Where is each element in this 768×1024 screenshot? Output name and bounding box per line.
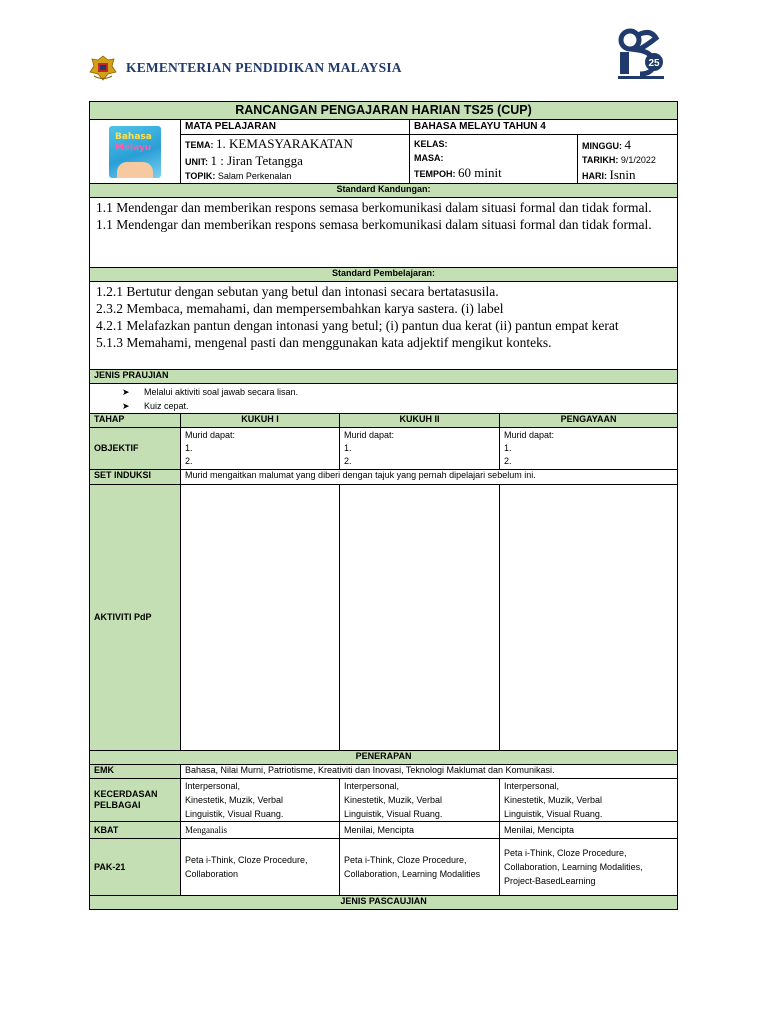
aktiviti-pengayaan — [500, 485, 678, 751]
topik-value: Salam Perkenalan — [217, 170, 292, 181]
kbat-label: KBAT — [90, 822, 181, 839]
kbat-pengayaan: Menilai, Mencipta — [500, 822, 678, 839]
set-induksi-label: SET INDUKSI — [90, 470, 181, 485]
arrow-bullet-icon: ➤ — [122, 401, 130, 411]
praujian-item: ➤ Kuiz cepat. — [122, 401, 189, 411]
objektif-kukuh-1: Murid dapat: 1. 2. — [181, 428, 340, 470]
jenis-praujian-header: JENIS PRAUJIAN — [90, 370, 678, 384]
objektif-kukuh-2: Murid dapat: 1. 2. — [340, 428, 500, 470]
set-induksi-value: Murid mengaitkan malumat yang diberi dengan tajuk yang pernah dipelajari sebelum ini. — [181, 470, 678, 485]
pak21-kukuh-2: Peta i-Think, Cloze Procedure, Collaboration, Learning Modalities — [340, 839, 500, 896]
emk-value: Bahasa, Nilai Murni, Patriotisme, Kreativiti dan Inovasi, Teknologi Maklumat dan Komunikasi. — [181, 765, 678, 779]
standard-pembelajaran-item: 1.2.1 Bertutur dengan sebutan yang betul dan intonasi secara bertatasusila. — [96, 284, 499, 299]
kbat-kukuh-2: Menilai, Mencipta — [340, 822, 500, 839]
standard-pembelajaran-item: 2.3.2 Membaca, memahami, dan mempersembahkan karya sastera. (i) label — [96, 301, 504, 316]
objektif-pengayaan: Murid dapat: 1. 2. — [500, 428, 678, 470]
tempoh-value: 60 minit — [458, 165, 502, 180]
topik-label: TOPIK: — [185, 170, 216, 181]
praujian-item: ➤ Melalui aktiviti soal jawab secara lisan. — [122, 387, 299, 397]
pak21-label: PAK-21 — [90, 839, 181, 896]
standard-kandungan-item: 1.1 Mendengar dan memberikan respons semasa berkomunikasi dalam situasi formal dan tidak formal. — [96, 200, 652, 215]
minggu-label: MINGGU: — [582, 141, 622, 151]
kelas-label: KELAS: — [414, 139, 448, 149]
standard-pembelajaran-item: 4.2.1 Melafazkan pantun dengan intonasi yang betul; (i) pantun dua kerat (ii) pantun empat kerat — [96, 318, 619, 333]
standard-kandungan-item: 1.1 Mendengar dan memberikan respons semasa berkomunikasi dalam situasi formal dan tidak formal. — [96, 217, 652, 232]
standard-kandungan-header: Standard Kandungan: — [90, 184, 678, 198]
tema-cell — [181, 135, 410, 152]
emk-label: EMK — [90, 765, 181, 779]
ministry-header — [88, 54, 688, 84]
minggu-value: 4 — [624, 137, 632, 152]
praujian-list — [90, 384, 678, 414]
unit-cell — [181, 152, 410, 169]
jenis-pascaujian-header: JENIS PASCAUJIAN — [90, 896, 678, 910]
pak21-kukuh-1: Peta i-Think, Cloze Procedure, Collaboration — [181, 839, 340, 896]
topik-cell — [181, 169, 410, 183]
aktiviti-pdp-label: AKTIVITI PdP — [90, 485, 181, 751]
ts25-logo-icon — [616, 26, 666, 82]
masa-label: MASA: — [414, 153, 444, 163]
tema-label: TEMA: — [185, 139, 214, 150]
lesson-plan-table — [89, 101, 678, 910]
level-kukuh-1: KUKUH I — [181, 414, 340, 428]
plan-title: RANCANGAN PENGAJARAN HARIAN TS25 (CUP) — [90, 102, 678, 120]
minggu-tarikh-hari-cell — [578, 135, 678, 184]
unit-value: 1 : Jiran Tetangga — [210, 153, 303, 169]
level-pengayaan: PENGAYAAN — [500, 414, 678, 428]
penerapan-header: PENERAPAN — [90, 751, 678, 765]
tahap-label: TAHAP — [90, 414, 181, 428]
kelas-masa-tempoh-cell — [410, 135, 578, 184]
unit-label: UNIT: — [185, 157, 208, 168]
standard-kandungan-content — [90, 198, 678, 268]
standard-pembelajaran-header: Standard Pembelajaran: — [90, 268, 678, 282]
hari-label: HARI: — [582, 171, 607, 181]
aktiviti-kukuh-2 — [340, 485, 500, 751]
subject-label: MATA PELAJARAN — [181, 120, 410, 135]
ministry-name: KEMENTERIAN PENDIDIKAN MALAYSIA — [126, 60, 402, 75]
kecerdasan-kukuh-1: Interpersonal, Kinestetik, Muzik, Verbal Linguistik, Visual Ruang. — [181, 779, 340, 822]
aktiviti-kukuh-1 — [181, 485, 340, 751]
arrow-bullet-icon: ➤ — [122, 387, 130, 397]
book-cover-cell — [90, 120, 181, 184]
malaysia-crest-icon — [88, 54, 118, 82]
kecerdasan-pengayaan: Interpersonal, Kinestetik, Muzik, Verbal Linguistik, Visual Ruang. — [500, 779, 678, 822]
pak21-pengayaan: Peta i-Think, Cloze Procedure, Collaboration, Learning Modalities, Project-BasedLearning — [500, 839, 678, 896]
objektif-label: OBJEKTIF — [90, 428, 181, 470]
standard-pembelajaran-item: 5.1.3 Memahami, mengenal pasti dan menggunakan kata adjektif mengikut konteks. — [96, 335, 552, 350]
hari-value: Isnin — [609, 167, 636, 182]
standard-pembelajaran-content — [90, 282, 678, 370]
tarikh-label: TARIKH: — [582, 155, 619, 165]
subject-value: BAHASA MELAYU TAHUN 4 — [410, 120, 678, 135]
kecerdasan-pelbagai-label: KECERDASAN PELBAGAI — [90, 779, 181, 822]
svg-text:25: 25 — [648, 58, 660, 69]
bahasa-melayu-book-cover-icon: Bahasa Melayu — [109, 126, 161, 178]
tempoh-label: TEMPOH: — [414, 169, 456, 179]
kecerdasan-kukuh-2: Interpersonal, Kinestetik, Muzik, Verbal Linguistik, Visual Ruang. — [340, 779, 500, 822]
kbat-kukuh-1: Menganalis — [181, 822, 340, 839]
tema-value: 1. KEMASYARAKATAN — [216, 135, 353, 151]
level-kukuh-2: KUKUH II — [340, 414, 500, 428]
tarikh-value: 9/1/2022 — [620, 155, 656, 165]
